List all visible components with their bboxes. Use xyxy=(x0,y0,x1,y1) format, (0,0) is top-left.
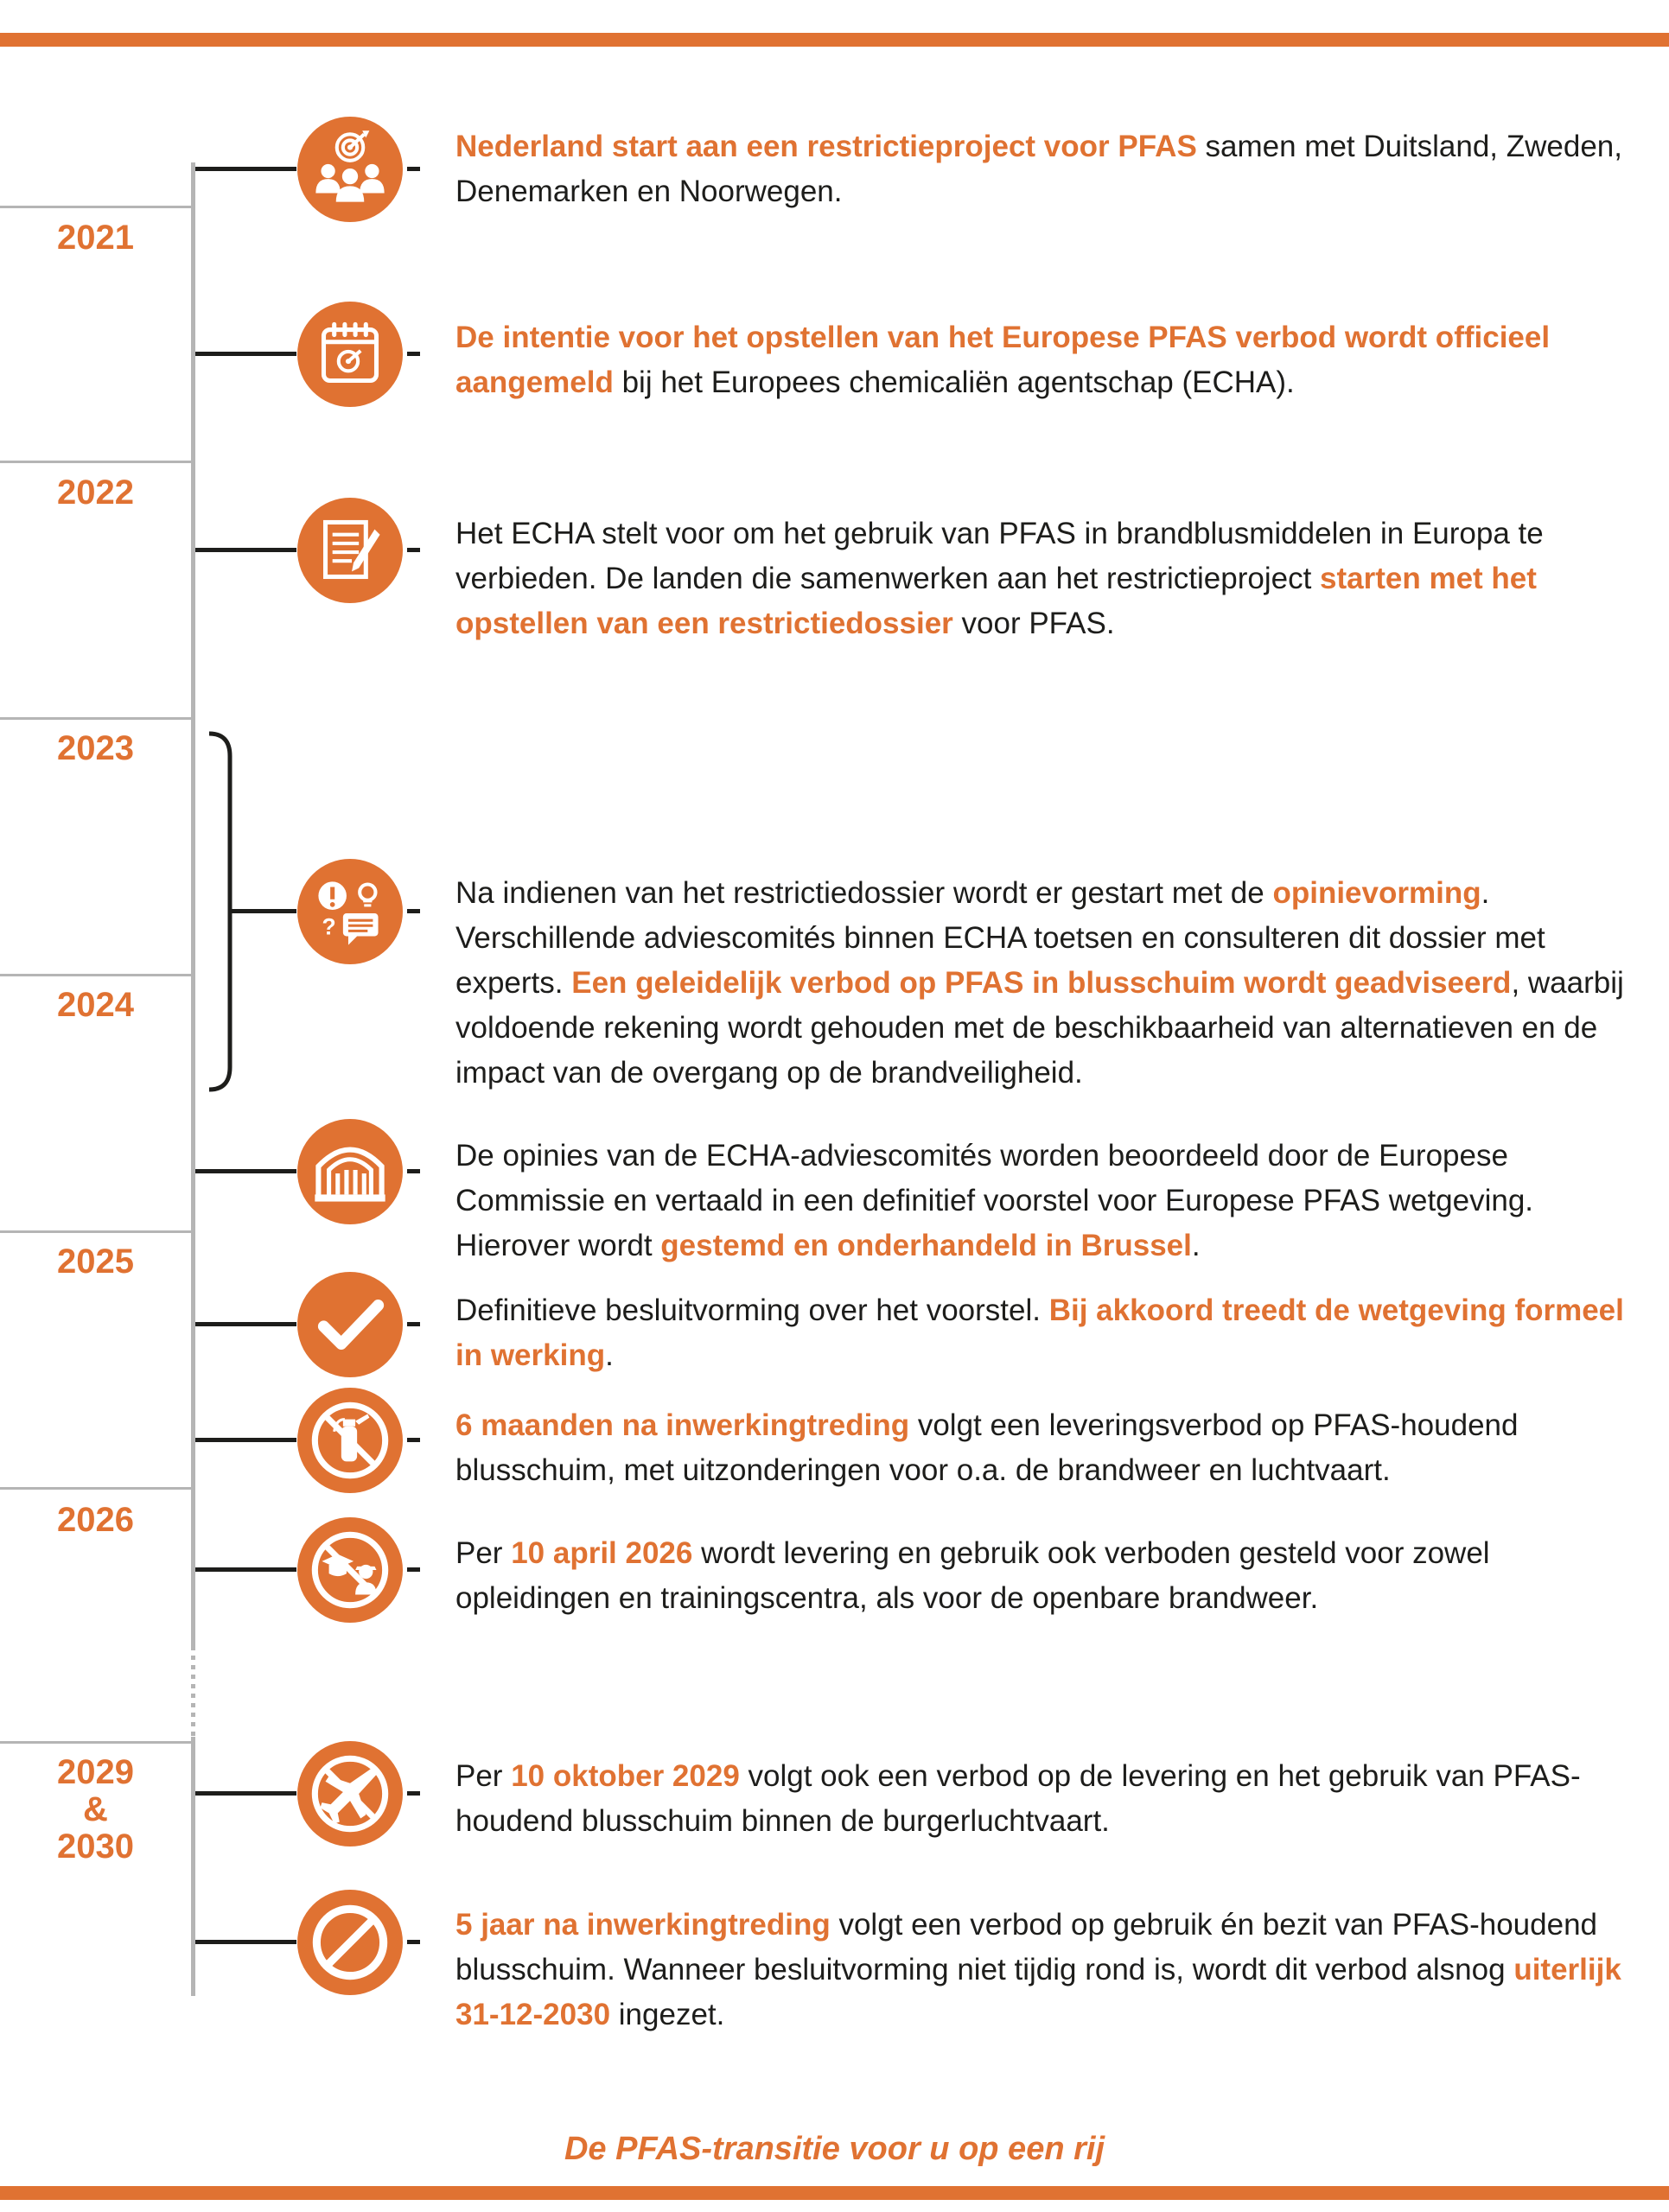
year-label-2025: 2025 xyxy=(57,1243,134,1281)
dash xyxy=(407,167,420,171)
timeline-item-text: Nederland start aan een restrictieproject voor PFAS samen met Duitsland, Zweden, Denemarken en Noorwegen. xyxy=(455,130,1622,208)
dash xyxy=(407,548,420,552)
year-divider xyxy=(0,717,191,720)
year-divider xyxy=(0,1230,191,1233)
dash xyxy=(407,1567,420,1572)
dash xyxy=(407,352,420,356)
timeline-connector xyxy=(195,167,296,171)
calendar-target-icon xyxy=(297,302,403,407)
document-pen-icon xyxy=(297,498,403,603)
timeline-connector xyxy=(195,548,296,552)
timeline-connector xyxy=(195,352,296,356)
timeline-spine xyxy=(191,162,195,1646)
timeline-connector xyxy=(230,909,296,913)
dash xyxy=(407,1322,420,1326)
year-label-2030: 2030 xyxy=(57,1827,134,1866)
year-label-2029: 2029 xyxy=(57,1753,134,1791)
year-label-2021: 2021 xyxy=(57,219,134,257)
exclamation-question-bulb-chat-icon xyxy=(297,859,403,964)
timeline-connector xyxy=(195,1791,296,1796)
year-label-ampersand: & xyxy=(83,1790,108,1828)
dash xyxy=(407,1940,420,1944)
timeline-item-text: Per 10 oktober 2029 volgt ook een verbod op de levering en het gebruik van PFAS-houdend blusschuim binnen de burgerluchtvaart. xyxy=(455,1759,1581,1838)
year-label-2023: 2023 xyxy=(57,729,134,767)
timeline-item-text: Na indienen van het restrictiedossier wordt er gestart met de opinievorming. Verschillende adviescomités binnen ECHA toetsen en consulteren dit dossier met experts. Een geleidelijk verbod op PFAS in blusschuim wordt geadviseerd, waarbij voldoende rekening wordt gehouden met de beschikbaarheid van alternatieven en de impact van de overgang op de brandveiligheid. xyxy=(455,876,1624,1090)
timeline-item-text: Het ECHA stelt voor om het gebruik van PFAS in brandblusmiddelen in Europa te verbieden. De landen die samenwerken aan het restrictieproject starten met het opstellen van een restrictiedossier voor PFAS. xyxy=(455,517,1544,640)
year-divider xyxy=(0,1741,191,1744)
timeline-connector xyxy=(195,1940,296,1944)
year-divider xyxy=(0,461,191,463)
timeline-item-text: Definitieve besluitvorming over het voorstel. Bij akkoord treedt de wetgeving formeel in werking. xyxy=(455,1294,1624,1372)
dash xyxy=(407,1438,420,1442)
prohibited-fire-extinguisher-icon xyxy=(297,1388,403,1493)
year-label-2026: 2026 xyxy=(57,1501,134,1539)
checkmark-icon xyxy=(297,1272,403,1377)
prohibited-icon xyxy=(297,1890,403,1995)
year-divider xyxy=(0,1487,191,1490)
timeline-spine-lower xyxy=(191,1737,195,1996)
dash xyxy=(407,909,420,913)
timeline-spine-dotted xyxy=(191,1646,195,1737)
team-target-icon xyxy=(297,117,403,222)
timeline-item-text: 5 jaar na inwerkingtreding volgt een verbod op gebruik én bezit van PFAS-houdend blusschuim. Wanneer besluitvorming niet tijdig rond is, wordt dit verbod alsnog uiterlijk 31-12-2030 ingezet. xyxy=(455,1908,1621,2031)
timeline-item-text: De opinies van de ECHA-adviescomités worden beoordeeld door de Europese Commissie en vertaald in een definitief voorstel voor Europese PFAS wetgeving. Hierover wordt gestemd en onderhandeld in Brussel. xyxy=(455,1139,1534,1262)
timeline-item-text: 6 maanden na inwerkingtreding volgt een leveringsverbod op PFAS-houdend blusschuim, met uitzonderingen voor o.a. de brandweer en luchtvaart. xyxy=(455,1408,1519,1487)
year-divider xyxy=(0,206,191,208)
timeline-connector xyxy=(195,1322,296,1326)
parliament-building-icon xyxy=(297,1119,403,1224)
prohibited-airplane-icon xyxy=(297,1741,403,1847)
bottom-accent-bar xyxy=(0,2186,1669,2200)
year-divider xyxy=(0,974,191,976)
dash xyxy=(407,1791,420,1796)
timeline-connector xyxy=(195,1438,296,1442)
svg-text:?: ? xyxy=(322,913,336,940)
timeline-item-text: Per 10 april 2026 wordt levering en gebruik ook verboden gesteld voor zowel opleidingen en trainingscentra, als voor de openbare brandweer. xyxy=(455,1536,1490,1615)
timeline-item-text: De intentie voor het opstellen van het Europese PFAS verbod wordt officieel aangemeld bij het Europees chemicaliën agentschap (ECHA). xyxy=(455,321,1551,399)
year-label-2024: 2024 xyxy=(57,986,134,1024)
timeline-connector xyxy=(195,1567,296,1572)
year-label-2022: 2022 xyxy=(57,474,134,512)
prohibited-training-firefighter-icon xyxy=(297,1517,403,1623)
top-accent-bar xyxy=(0,33,1669,47)
dash xyxy=(407,1169,420,1173)
timeline-connector xyxy=(195,1169,296,1173)
footer-caption: De PFAS-transitie voor u op een rij xyxy=(564,2131,1105,2167)
